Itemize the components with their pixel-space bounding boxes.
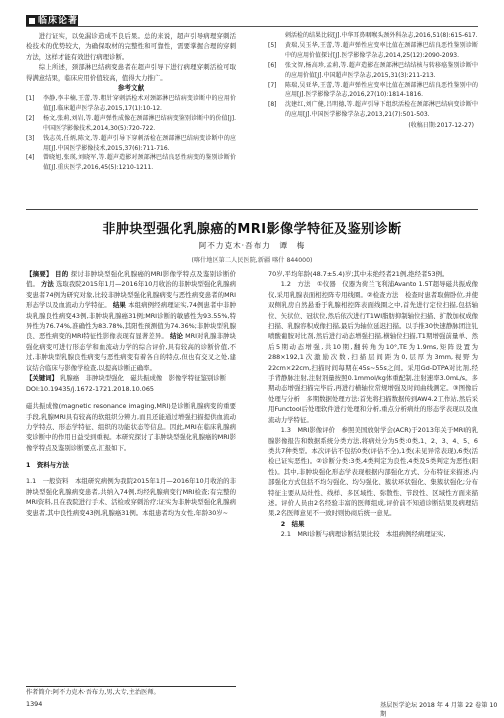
body-right-column xyxy=(268,269,478,540)
reference-text: 钱志英,任炳,陈文,等.超声引导下穿刺活检在颈部淋巴结病变诊断中的应用[J].中国医学影像技术,2015,37(6):711-716. xyxy=(43,134,236,152)
author-footnote: 作者简介:阿不力克木·吾布力,男,大专,主治医师。 xyxy=(26,686,236,698)
section-heading: 2 结果 xyxy=(280,519,305,528)
body-paragraph: 磁共振成像(magnetic resonance imaging,MRI)是诊断乳腺病变的重要手段,乳腺MRI具有较高的软组织分辨力,而且还能通过增强扫描提供血流动力学特点、形态学特征、组织的功能状态等信息。因此,MRI在临床乳腺病变诊断中的作用日益受到重视。本研究探讨了非肿块型强化乳腺癌的MRI影像学特点及鉴别诊断要点,汇报如下。 xyxy=(26,402,236,452)
journal-footer: 基层医学论坛 2018 年 4 月第 22 卷第 10 期 xyxy=(380,702,498,718)
reference-number: [1] xyxy=(26,95,35,103)
objective-text: 探讨非肿块型强化乳腺癌的MRI影像学特点及鉴别诊断价值。 xyxy=(26,270,237,289)
abstract-label: 【摘要】 xyxy=(26,270,53,278)
reference-item xyxy=(26,94,236,114)
abstract-text xyxy=(26,269,236,373)
keywords-text: 乳腺癌 非肿块型强化 磁共振成像 影像学特征鉴别诊断 xyxy=(60,374,227,383)
results-label: 结果 xyxy=(112,301,126,310)
reference-text: 张文智,杨高珍,孟莉,等.超声造影在颈部淋巴结结核与转移癌鉴别诊断中的应用价值[J].中国超声医学杂志,2015,31(3):211-213. xyxy=(285,61,478,79)
methods-text: 选取我院2015年1月—2016年10月收治的非肿块型强化乳腺病变患者74例为研究对象,比较非肿块型强化乳腺病变与恶性病变患者的MRI形态学以及血流动力学特征。 xyxy=(26,280,237,310)
reference-item xyxy=(26,114,236,134)
reference-list xyxy=(26,94,236,173)
reference-text: 陈瑞,吴亚华,王蕾,等.超声弹性应变率比值在颈部淋巴结良恶性鉴别中的应用[J].医学影像学杂志,2016,27(10):1814-1816. xyxy=(285,81,478,99)
reference-item xyxy=(26,134,236,154)
reference-number: [3] xyxy=(26,134,35,142)
reference-text: 李静,李丰楠,王蕾,等.粗针穿刺活检术对颈部淋巴结病变诊断中的应用价值[J].临床超声医学杂志,2015,17(1):10-12. xyxy=(43,95,236,112)
results-text: 本组病例经病理证实,74例患者中非肿块乳腺良性病变43例,非肿块乳腺癌31例;MRI诊断的敏感性为93.55%,特异性为76.74%,准确性为83.78%,其阳性预测值为74.36%;非肿块型乳腺良、恶性病变的MRI特征性影像表现有显著差异。 xyxy=(26,301,237,341)
abstract-block xyxy=(26,269,236,525)
section-label: 临床论著 xyxy=(38,16,79,26)
reference-item xyxy=(26,153,236,173)
reference-text: 杨文,张莉,刘岩,等.超声弹性成像在颈部淋巴结病变鉴别诊断中的价值[J].中国医学影像技术,2014,30(5):720-722. xyxy=(43,114,236,132)
doi-line: DOI:10.19435/j.1672-1721.2018.10.065 xyxy=(26,385,154,394)
references-heading: 参考文献 xyxy=(117,84,145,93)
paragraph: 综上所述，颈部淋巴结病变患者在超声引导下进行病理穿刺活检可取得满意结果，临床应用价值较高，值得大力推广。 xyxy=(26,63,236,82)
reference-number: [4] xyxy=(26,154,35,162)
body-paragraph: 70岁,平均年龄(48.7±5.4)岁;其中未绝经者21例,绝经者53例。 xyxy=(268,270,449,278)
page-number: 1394 xyxy=(26,700,43,708)
reference-text: 曾晓旭,张瑛,刘晓军,等.超声造影对颈部淋巴结良恶性病变的鉴别诊断价值[J].重庆医学,2016,45(5):1210-1211. xyxy=(43,154,236,172)
reference-text: 沈建红,刘广健,吕明德,等.超声引导下组织活检在颈部淋巴结病变诊断中的应用[J].中国医学影像学杂志,2013,21(7):501-503. xyxy=(285,101,478,119)
reference-item xyxy=(268,100,478,120)
article-affiliation: (喀什地区第二人民医院,新疆 喀什 844000) xyxy=(191,257,313,264)
reference-number: [8] xyxy=(268,101,277,109)
prev-article-right-column xyxy=(268,31,478,131)
reference-list xyxy=(268,41,478,120)
article-title: 非肿块型强化乳腺癌的MRI影像学特征及鉴别诊断 xyxy=(102,222,402,237)
conclusion-label: 结论 xyxy=(170,332,184,341)
reference-item xyxy=(268,81,478,101)
article-authors: 阿不力克木·吾布力 谭 梅 xyxy=(198,241,306,250)
keywords-label: 【关键词】 xyxy=(26,374,58,383)
body-paragraph: 1.1 一般资料 本组研究病例为我院2015年1月—2016年10月收治的非肿块型强化乳腺病变患者,共纳入74例,均经乳腺病变行MRI检查;有完整的MRI资料,且在我院进行手术、活检或穿刺治疗;证实为非肿块型强化乳腺病变患者,其中良性病变43例,乳腺癌31例。本组患者均为女性,年龄30岁~ xyxy=(26,477,236,517)
reference-number: [7] xyxy=(268,81,277,89)
body-left-column xyxy=(26,401,236,518)
section-heading: 1 资料与方法 xyxy=(26,460,69,469)
reference-number: [5] xyxy=(268,41,277,49)
body-paragraph: 1.2 方法 ①仪器 仪器为荷兰飞利浦Avanto 1.5T超导磁共振成像仪,采用乳腺表面相控阵专用线圈。②检查方法 检查时患者取俯卧位,并使双侧乳房自然悬垂于乳腺相控阵表面线圈之中,首先进行定位扫描,包括轴位、矢状位、冠状位,然后依次进行T1WI脂肪抑制轴位扫描、扩散加权成像扫描、乳腺容积成像扫描,最后为轴位延迟扫描。以手推30快速静脉团注钆喷酸葡胺对比剂,然后进行动态增强扫描,横轴位扫描,T1期增强前量单、然后5期动态增强,共10期,翻转角为10°,TE为1.9ms,矩阵设置为288×192,1次激励次数,扫描层间距为0,层厚为3mm,视野为22cm×22cm,扫描时间每期在45s~55s之间。采用Gd-DTPA对比剂,经手背静脉注射,注射剂量按照0.1mmol/kg体重配制,注射速率3.0mL/s。多期动态增强扫描完毕后,再进行横轴位常规增强及时间曲线测定。③图像后处理与分析 多期数据处理方法:首先将扫描数据传到AW4.2工作站,然后采用Functool后处理软件进行处理和分析,重点分析病灶的形态学表现以及血流动力学特征。 xyxy=(268,280,479,424)
article-separator xyxy=(26,209,478,210)
objective-label: 目的 xyxy=(55,270,69,278)
prev-article-left-column xyxy=(26,31,236,173)
received-date: (收稿日期:2017-12-27) xyxy=(408,122,474,130)
reference-text: 黄瑞,吴玉华,王蕾,等.超声弹性应变率比值在颈部淋巴结良恶性鉴别诊断中的应用价值探讨[J].医学影像学杂志,2014,25(12):2090-2093. xyxy=(285,41,478,59)
methods-label: 方法 xyxy=(40,280,54,289)
reference-number: [6] xyxy=(268,61,277,69)
body-paragraph: 2.1 MRI诊断与病理诊断结果比较 本组病例经病理证实, xyxy=(280,530,446,539)
paragraph: 进行证实，以免漏诊造成不良后果。总的来说，超声引导病理穿刺活检技术的优势较大，为确保取材的完整性和可靠性，需要掌握合理的穿刺方法，这样才能有效进行病理诊断。 xyxy=(26,32,236,61)
keywords-line xyxy=(26,373,236,383)
reference-continuation: 刺活检的结果比较[J].中华耳鼻咽喉头颈外科杂志,2016,51(8):615-617. xyxy=(285,32,478,39)
body-paragraph: 1.3 MRI影像评价 参照美国放射学会(ACR)于2013年关于MRI的乳腺影像报告和数据系统分类方法,将病灶分为5类:0类,1、2、3、4、5、6类共7种类型。本次评估不包括0类(评估不全),1类(未见异常表现),6类(活检已证实恶性)。②诊断分类:3类,4类判定为良性,4类及5类判定为恶性(阳性)。其中,非肿块强化形态学表现根据内部强化方式、分布特征来描述,内部强化方式包括不均匀强化、均匀强化、簇状环状强化、集簇状强化;分布特征主要从局灶性、线样、多区域性、弥散性、节段性、区域性方面来描述。评价人员由2名经验丰富的医师组成,评价前不知道诊断结果及病理结果,2名医师意见不一致时则协商后统一意见。 xyxy=(268,426,478,518)
section-marker-icon xyxy=(29,18,35,24)
reference-number: [2] xyxy=(26,114,35,122)
reference-item xyxy=(268,41,478,61)
reference-item xyxy=(268,61,478,81)
header-rule xyxy=(26,26,478,27)
conclusion-text: MRI对乳腺非肿块强化病变可进行形态学和血流动力学的综合评价,具有较高的诊断价值,不过,非肿块型乳腺良性病变与恶性病变有着各自的特点,但也有交叉之处,建议结合临床与影像学检查,以提高诊断正确率。 xyxy=(26,332,236,372)
